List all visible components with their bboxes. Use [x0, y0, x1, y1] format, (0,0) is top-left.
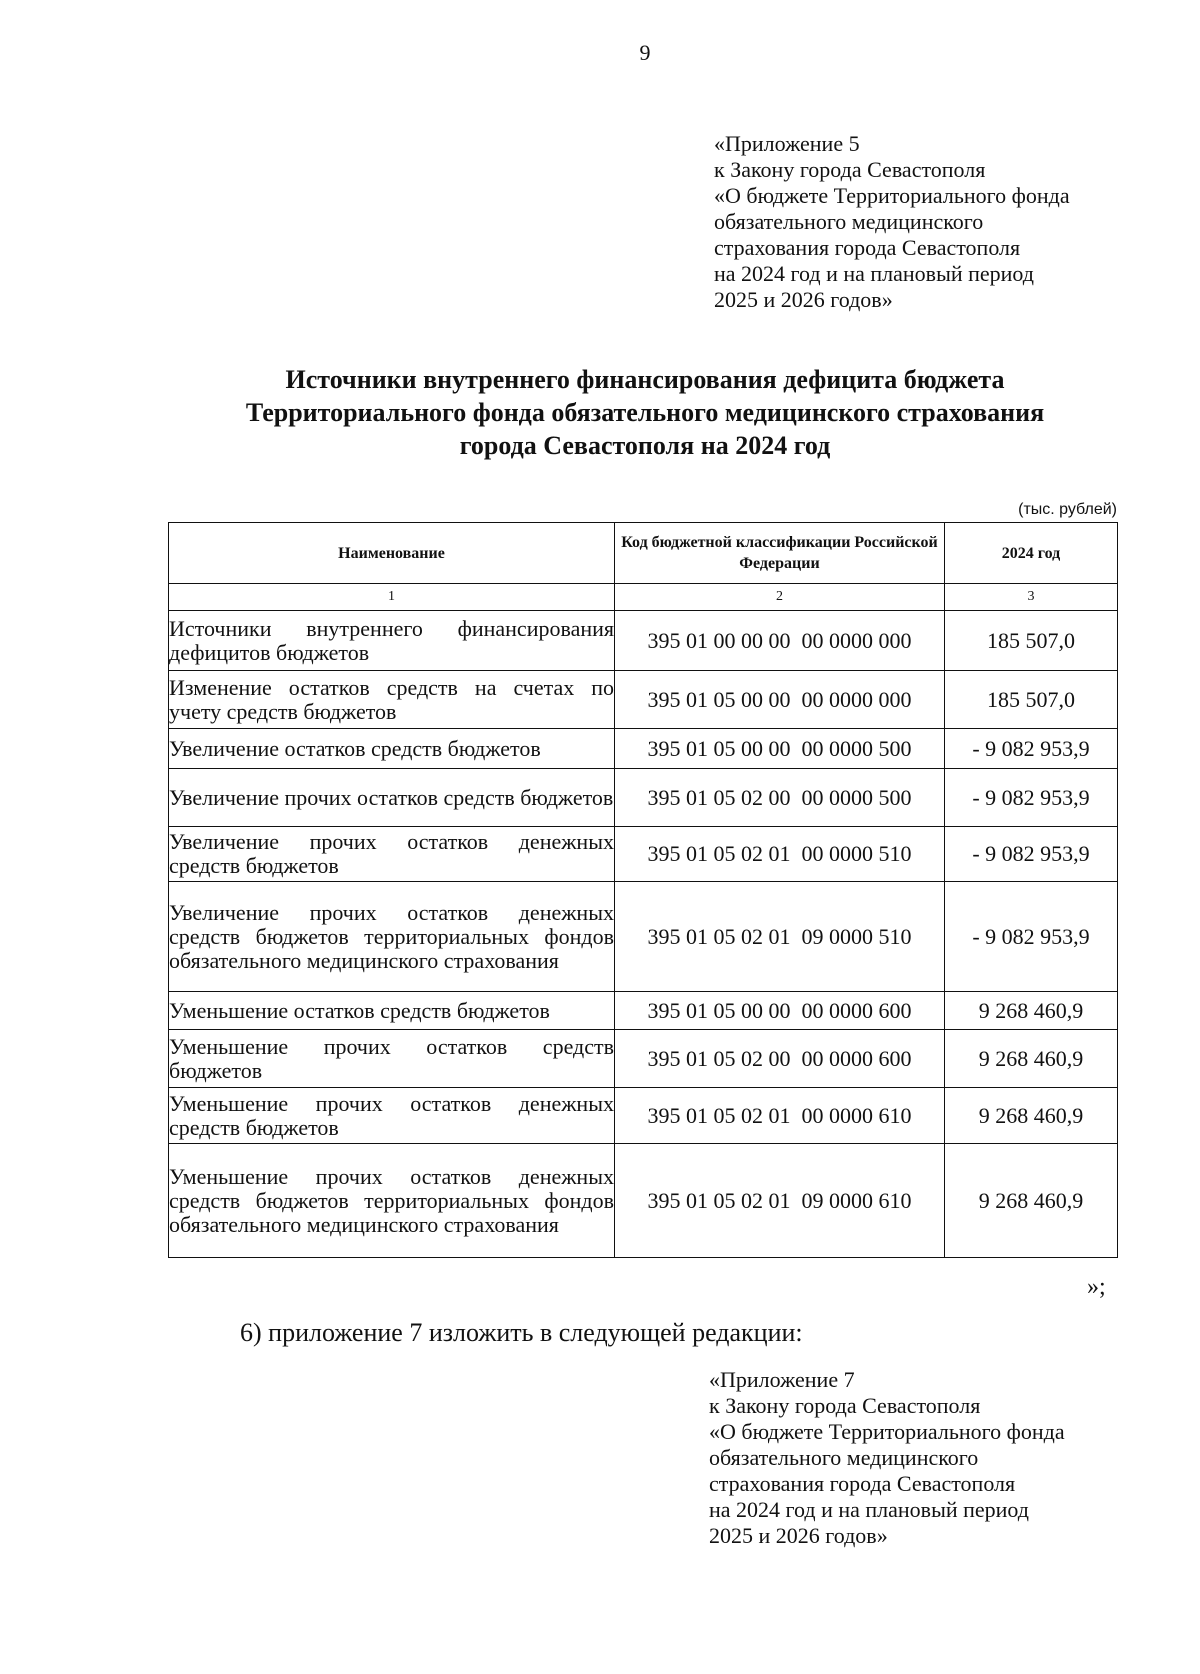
row-value: - 9 082 953,9	[945, 827, 1118, 882]
table-row	[169, 729, 1118, 769]
table-row	[169, 1144, 1118, 1258]
table-row	[169, 611, 1118, 671]
row-value: - 9 082 953,9	[945, 769, 1118, 827]
appendix-line: к Закону города Севастополя	[714, 157, 986, 182]
row-code: 395 01 05 00 00 00 0000 500	[615, 729, 945, 769]
row-code: 395 01 05 02 01 09 0000 510	[615, 882, 945, 992]
row-name: Изменение остатков средств на счетах по учету средств бюджетов	[169, 671, 615, 729]
appendix-7-reference	[709, 1367, 1065, 1549]
financing-sources-table	[168, 522, 1118, 1258]
header-code: Код бюджетной классификации Российской Федерации	[615, 523, 945, 584]
row-name: Уменьшение остатков средств бюджетов	[169, 992, 615, 1030]
row-name: Увеличение остатков средств бюджетов	[169, 729, 615, 769]
row-value: - 9 082 953,9	[945, 882, 1118, 992]
row-name: Уменьшение прочих остатков средств бюджетов	[169, 1030, 615, 1088]
row-code: 395 01 05 02 00 00 0000 500	[615, 769, 945, 827]
row-code: 395 01 05 00 00 00 0000 000	[615, 671, 945, 729]
row-code: 395 01 05 02 00 00 0000 600	[615, 1030, 945, 1088]
row-value: 9 268 460,9	[945, 1144, 1118, 1258]
appendix-line: на 2024 год и на плановый период	[714, 261, 1034, 286]
row-value: 185 507,0	[945, 611, 1118, 671]
row-code: 395 01 05 00 00 00 0000 600	[615, 992, 945, 1030]
appendix-line: «О бюджете Территориального фонда	[714, 183, 1070, 208]
row-name: Источники внутреннего финансирования дефицитов бюджетов	[169, 611, 615, 671]
row-value: 9 268 460,9	[945, 1088, 1118, 1144]
page-number: 9	[639, 40, 651, 65]
appendix-5-reference	[714, 131, 1070, 313]
table-row	[169, 1030, 1118, 1088]
row-name: Увеличение прочих остатков денежных средств бюджетов	[169, 827, 615, 882]
table-row	[169, 827, 1118, 882]
amendment-instruction: 6) приложение 7 изложить в следующей редакции:	[240, 1318, 803, 1347]
row-name: Увеличение прочих остатков средств бюджетов	[169, 769, 615, 827]
appendix-line: на 2024 год и на плановый период	[709, 1497, 1029, 1522]
appendix-line: «Приложение 7	[709, 1367, 855, 1392]
column-number: 2	[615, 584, 945, 611]
row-code: 395 01 05 02 01 00 0000 510	[615, 827, 945, 882]
table-row	[169, 882, 1118, 992]
title-line: города Севастополя на 2024 год	[459, 431, 831, 460]
table-row	[169, 671, 1118, 729]
row-value: 9 268 460,9	[945, 1030, 1118, 1088]
row-value: 185 507,0	[945, 671, 1118, 729]
table-row	[169, 1088, 1118, 1144]
row-code: 395 01 05 02 01 09 0000 610	[615, 1144, 945, 1258]
header-name: Наименование	[169, 523, 615, 584]
row-name: Уменьшение прочих остатков денежных средств бюджетов	[169, 1088, 615, 1144]
table-header-row	[169, 523, 1118, 584]
row-name: Уменьшение прочих остатков денежных средств бюджетов территориальных фондов обязательного медицинского страхования	[169, 1144, 615, 1258]
appendix-line: обязательного медицинского	[709, 1445, 979, 1470]
column-number: 1	[169, 584, 615, 611]
row-name: Увеличение прочих остатков денежных средств бюджетов территориальных фондов обязательного медицинского страхования	[169, 882, 615, 992]
row-value: 9 268 460,9	[945, 992, 1118, 1030]
title-line: Источники внутреннего финансирования дефицита бюджета	[285, 365, 1005, 394]
row-code: 395 01 05 02 01 00 0000 610	[615, 1088, 945, 1144]
row-code: 395 01 00 00 00 00 0000 000	[615, 611, 945, 671]
table-row	[169, 992, 1118, 1030]
column-numbers-row	[169, 584, 1118, 611]
document-title	[150, 363, 1140, 462]
appendix-line: страхования города Севастополя	[709, 1471, 1016, 1496]
table-row	[169, 769, 1118, 827]
column-number: 3	[945, 584, 1118, 611]
units-label: (тыс. рублей)	[1018, 501, 1117, 518]
row-value: - 9 082 953,9	[945, 729, 1118, 769]
appendix-line: «О бюджете Территориального фонда	[709, 1419, 1065, 1444]
header-year: 2024 год	[945, 523, 1118, 584]
appendix-line: 2025 и 2026 годов»	[709, 1523, 888, 1548]
appendix-line: обязательного медицинского	[714, 209, 984, 234]
appendix-line: «Приложение 5	[714, 131, 860, 156]
closing-quote: »;	[1087, 1274, 1106, 1300]
appendix-line: 2025 и 2026 годов»	[714, 287, 893, 312]
appendix-line: к Закону города Севастополя	[709, 1393, 981, 1418]
title-line: Территориального фонда обязательного медицинского страхования	[245, 398, 1045, 427]
appendix-line: страхования города Севастополя	[714, 235, 1021, 260]
